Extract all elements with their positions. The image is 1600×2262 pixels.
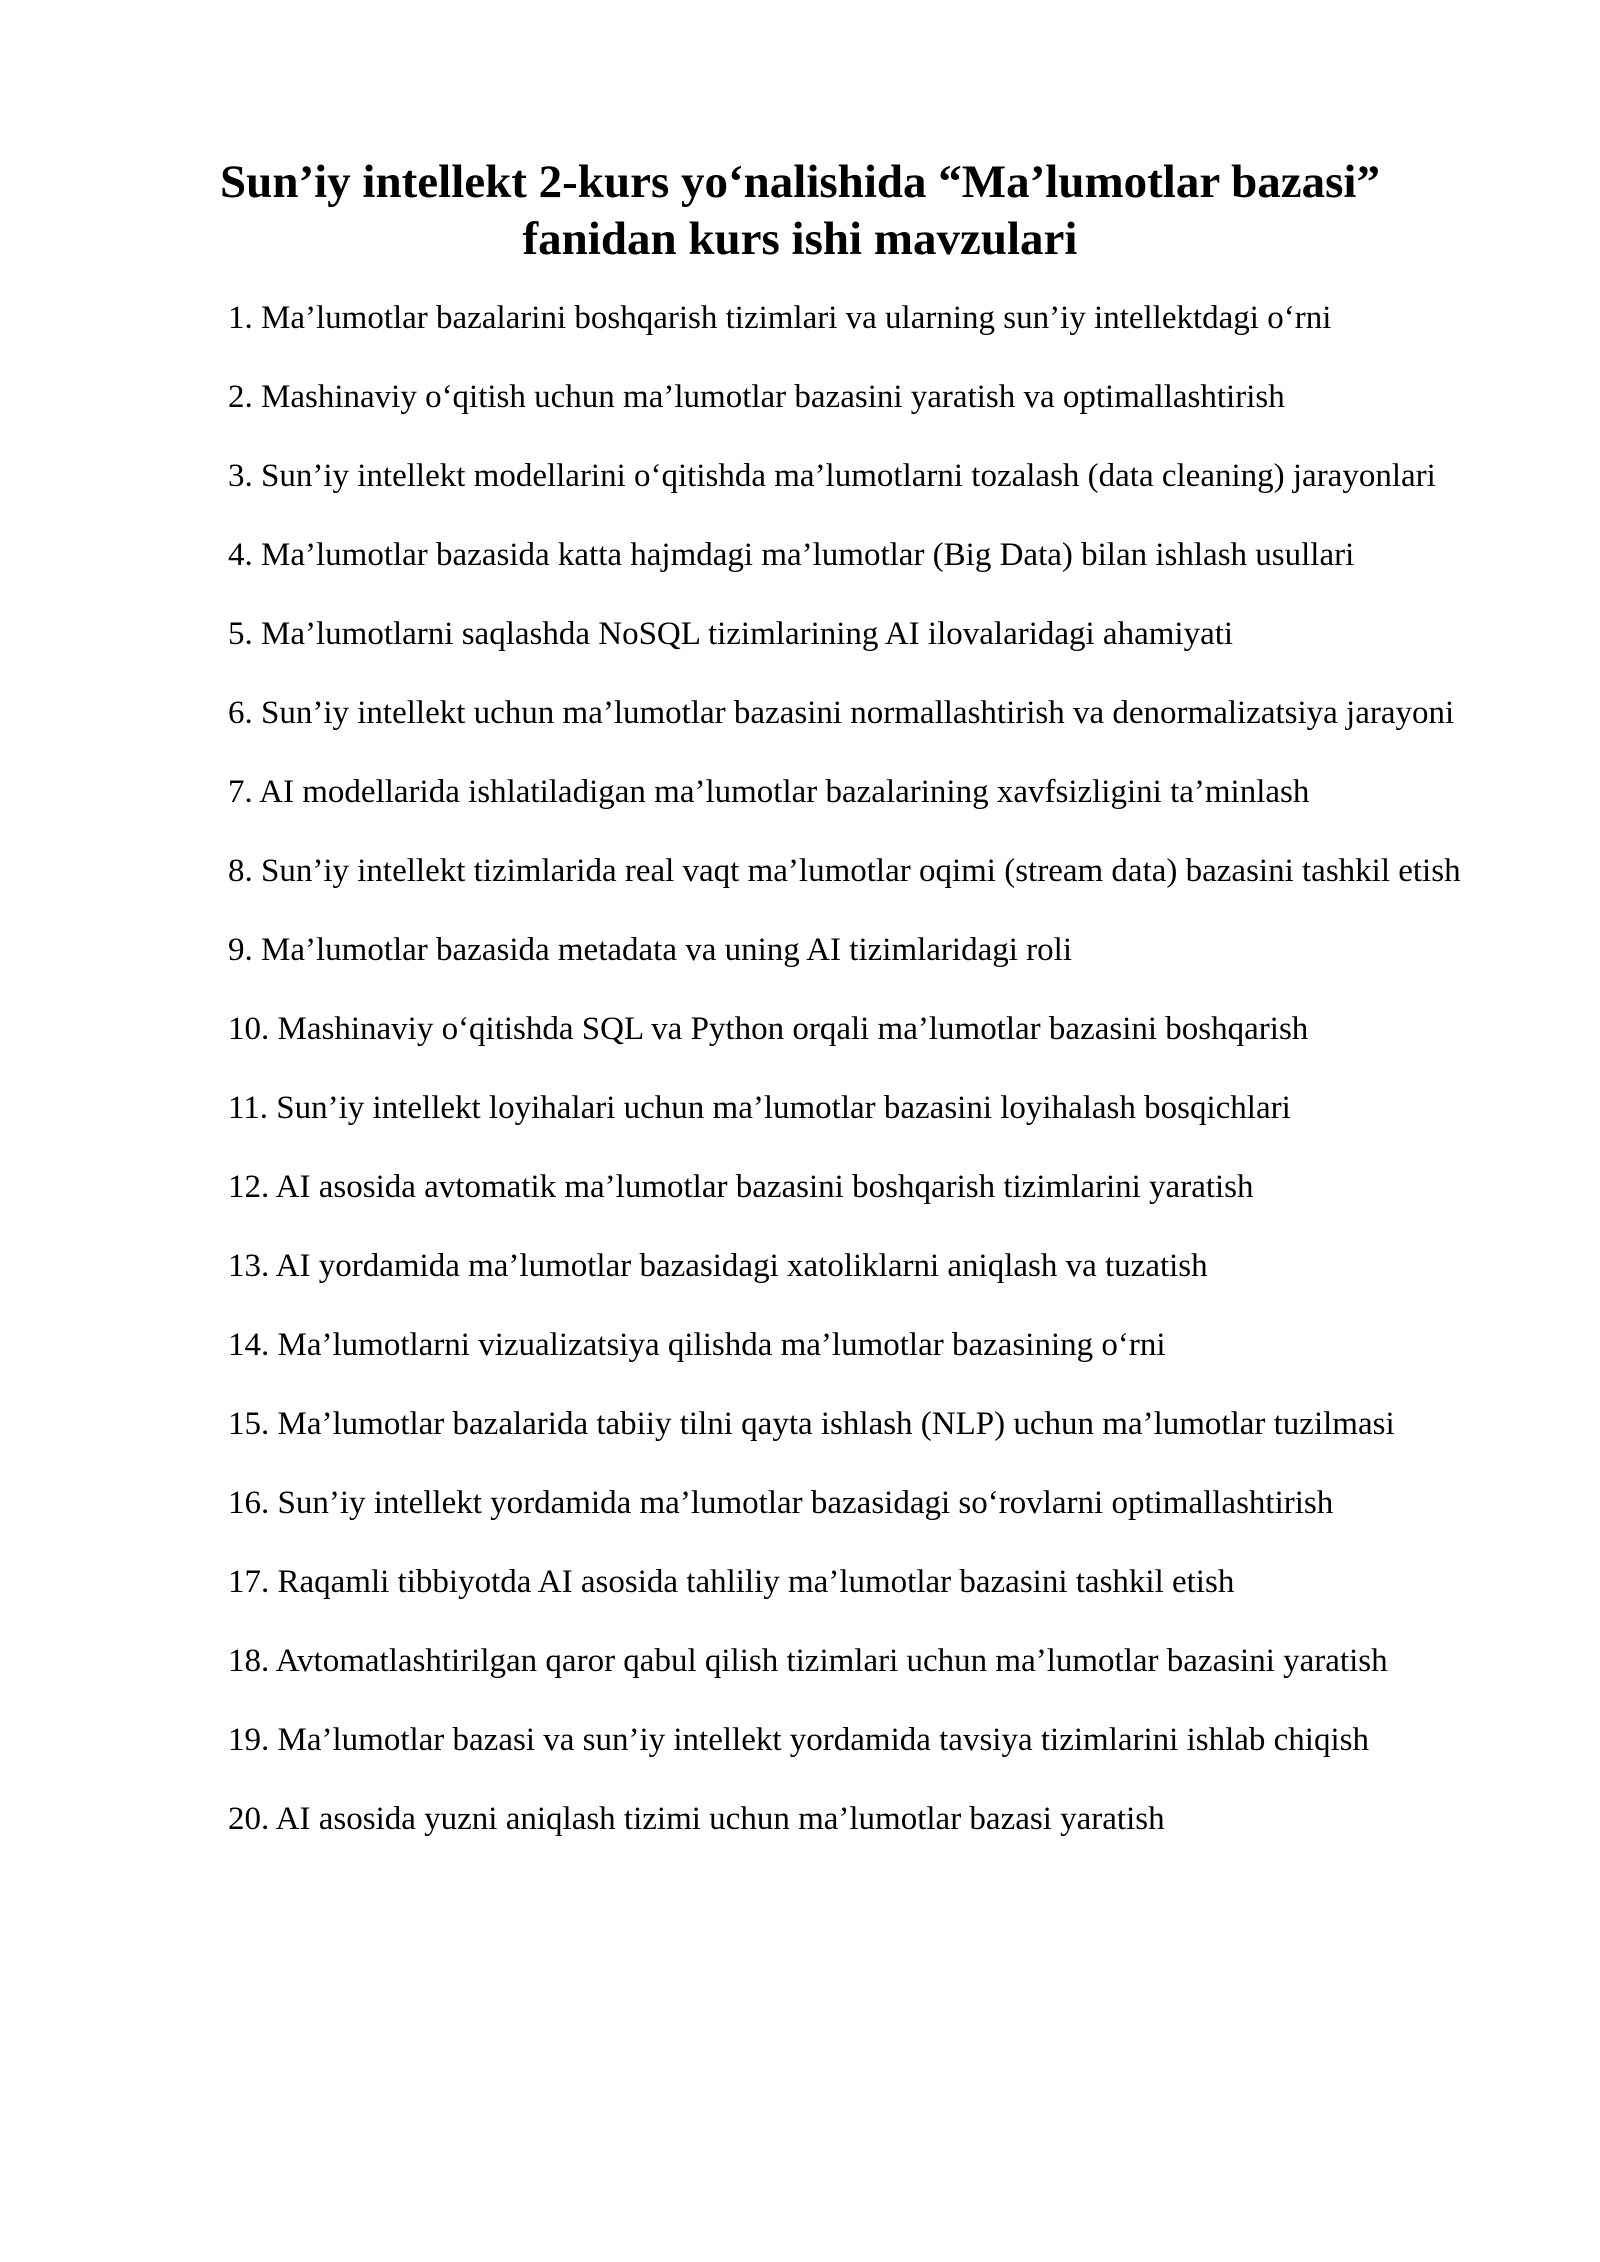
topic-item: 16. Sun’iy intellekt yordamida ma’lumotlar bazasidagi so‘rovlarni optimallashtirish — [228, 1485, 1334, 1521]
topic-item: 18. Avtomatlashtirilgan qaror qabul qilish tizimlari uchun ma’lumotlar bazasini yaratish — [228, 1643, 1388, 1679]
topic-list — [228, 298, 1528, 1878]
topic-item: 17. Raqamli tibbiyotda AI asosida tahliliy ma’lumotlar bazasini tashkil etish — [228, 1564, 1235, 1600]
topic-item: 13. AI yordamida ma’lumotlar bazasidagi xatoliklarni aniqlash va tuzatish — [228, 1248, 1208, 1284]
topic-item: 9. Ma’lumotlar bazasida metadata va uning AI tizimlaridagi roli — [228, 932, 1072, 968]
page-title-line-2: fanidan kurs ishi mavzulari — [522, 213, 1078, 265]
topic-item: 3. Sun’iy intellekt modellarini o‘qitishda ma’lumotlarni tozalash (data cleaning) jarayonlari — [228, 458, 1436, 494]
topic-item: 8. Sun’iy intellekt tizimlarida real vaqt ma’lumotlar oqimi (stream data) bazasini tashkil etish — [228, 853, 1461, 889]
topic-item: 19. Ma’lumotlar bazasi va sun’iy intellekt yordamida tavsiya tizimlarini ishlab chiqish — [228, 1722, 1369, 1758]
topic-item: 12. AI asosida avtomatik ma’lumotlar bazasini boshqarish tizimlarini yaratish — [228, 1169, 1254, 1205]
topic-item: 4. Ma’lumotlar bazasida katta hajmdagi ma’lumotlar (Big Data) bilan ishlash usullari — [228, 537, 1355, 573]
topic-item: 1. Ma’lumotlar bazalarini boshqarish tizimlari va ularning sun’iy intellektdagi o‘rni — [228, 300, 1332, 336]
topic-item: 5. Ma’lumotlarni saqlashda NoSQL tizimlarining AI ilovalaridagi ahamiyati — [228, 616, 1234, 652]
topic-item: 15. Ma’lumotlar bazalarida tabiiy tilni qayta ishlash (NLP) uchun ma’lumotlar tuzilmasi — [228, 1406, 1395, 1442]
topic-item: 6. Sun’iy intellekt uchun ma’lumotlar bazasini normallashtirish va denormalizatsiya jarayoni — [228, 695, 1455, 731]
topic-item: 20. AI asosida yuzni aniqlash tizimi uchun ma’lumotlar bazasi yaratish — [228, 1801, 1165, 1837]
topic-item: 10. Mashinaviy o‘qitishda SQL va Python orqali ma’lumotlar bazasini boshqarish — [228, 1011, 1309, 1047]
topic-item: 2. Mashinaviy o‘qitish uchun ma’lumotlar bazasini yaratish va optimallashtirish — [228, 379, 1285, 415]
topic-item: 11. Sun’iy intellekt loyihalari uchun ma’lumotlar bazasini loyihalash bosqichlari — [228, 1090, 1291, 1126]
topic-item: 7. AI modellarida ishlatiladigan ma’lumotlar bazalarining xavfsizligini ta’minlash — [228, 774, 1310, 810]
page-title-line-1: Sun’iy intellekt 2-kurs yo‘nalishida “Ma’lumotlar bazasi” — [220, 156, 1380, 208]
topic-item: 14. Ma’lumotlarni vizualizatsiya qilishda ma’lumotlar bazasining o‘rni — [228, 1327, 1166, 1363]
